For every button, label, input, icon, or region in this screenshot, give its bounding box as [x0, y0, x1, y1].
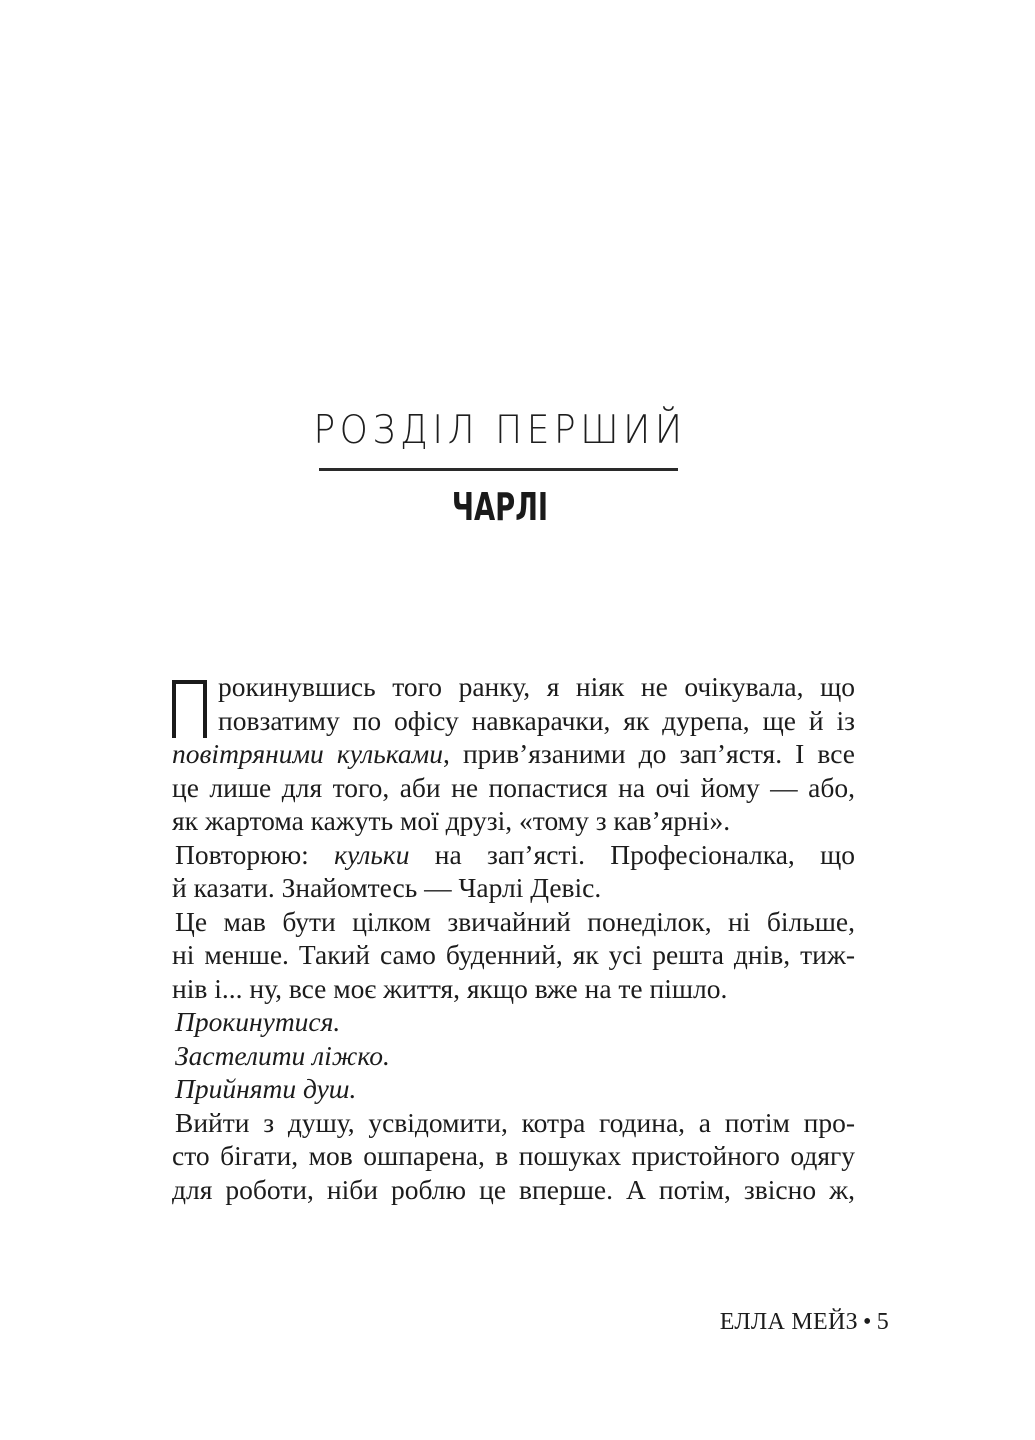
text-segment: на зап’ясті. Професіоналка, що	[409, 838, 856, 870]
text-line	[172, 737, 855, 771]
chapter-title: ЧАРЛІ	[451, 485, 549, 529]
text-line	[172, 938, 855, 972]
text-segment: сто бігати, мов ошпарена, в пошуках пристойного одягу	[172, 1140, 855, 1171]
text-segment: ні менше. Такий само буденний, як усі решта днів, тиж-	[172, 939, 855, 970]
text-segment: рокинувшись того ранку, я ніяк не очікувала, що	[218, 671, 855, 702]
text-line	[172, 1072, 855, 1106]
text-segment: Це мав бути цілком звичайний понеділок, ні більше,	[175, 905, 855, 937]
text-line	[172, 704, 855, 738]
text-line	[172, 1005, 855, 1039]
text-line	[172, 871, 855, 905]
text-line	[172, 1106, 855, 1140]
text-segment: повзатиму по офісу навкарачки, як дурепа, ще й із	[218, 704, 855, 736]
running-footer	[720, 1309, 889, 1336]
italic-text: повітряними кульками	[172, 738, 443, 769]
text-segment: , прив’язаними до зап’ястя. І все	[442, 738, 855, 769]
chapter-label: РОЗДІЛ ПЕРШИЙ	[313, 408, 687, 453]
page-number: 5	[876, 1309, 889, 1335]
text-line	[172, 1173, 855, 1207]
text-line	[172, 771, 855, 805]
text-line	[172, 1139, 855, 1173]
footer-author: ЕЛЛА МЕЙЗ	[719, 1309, 858, 1335]
chapter-divider-rule	[319, 468, 678, 471]
text-segment: Вийти з душу, усвідомити, котра година, а потім про-	[175, 1106, 855, 1138]
italic-text: кульки	[334, 838, 410, 870]
text-line	[172, 838, 855, 872]
text-segment: Повторюю:	[175, 838, 335, 870]
text-segment: нів і... ну, все моє життя, якщо вже на те пішло.	[172, 972, 728, 1004]
italic-text: Застелити ліжко.	[175, 1039, 390, 1071]
text-segment: для роботи, ніби роблю це вперше. А потім, звісно ж,	[172, 1173, 855, 1205]
body-text	[172, 670, 855, 1206]
footer-separator: •	[862, 1309, 872, 1335]
text-segment: як жартома кажуть мої друзі, «тому з кав’ярні».	[172, 805, 731, 836]
italic-text: Прокинутися.	[175, 1006, 341, 1037]
italic-text: Прийняти душ.	[175, 1073, 357, 1104]
text-line	[172, 972, 855, 1006]
text-segment: це лише для того, аби не попастися на очі йому — або,	[172, 771, 855, 803]
text-segment: й казати. Знайомтесь — Чарлі Девіс.	[172, 872, 602, 903]
text-line	[172, 670, 855, 704]
text-line	[172, 1039, 855, 1073]
text-line	[172, 804, 855, 838]
text-line	[172, 905, 855, 939]
